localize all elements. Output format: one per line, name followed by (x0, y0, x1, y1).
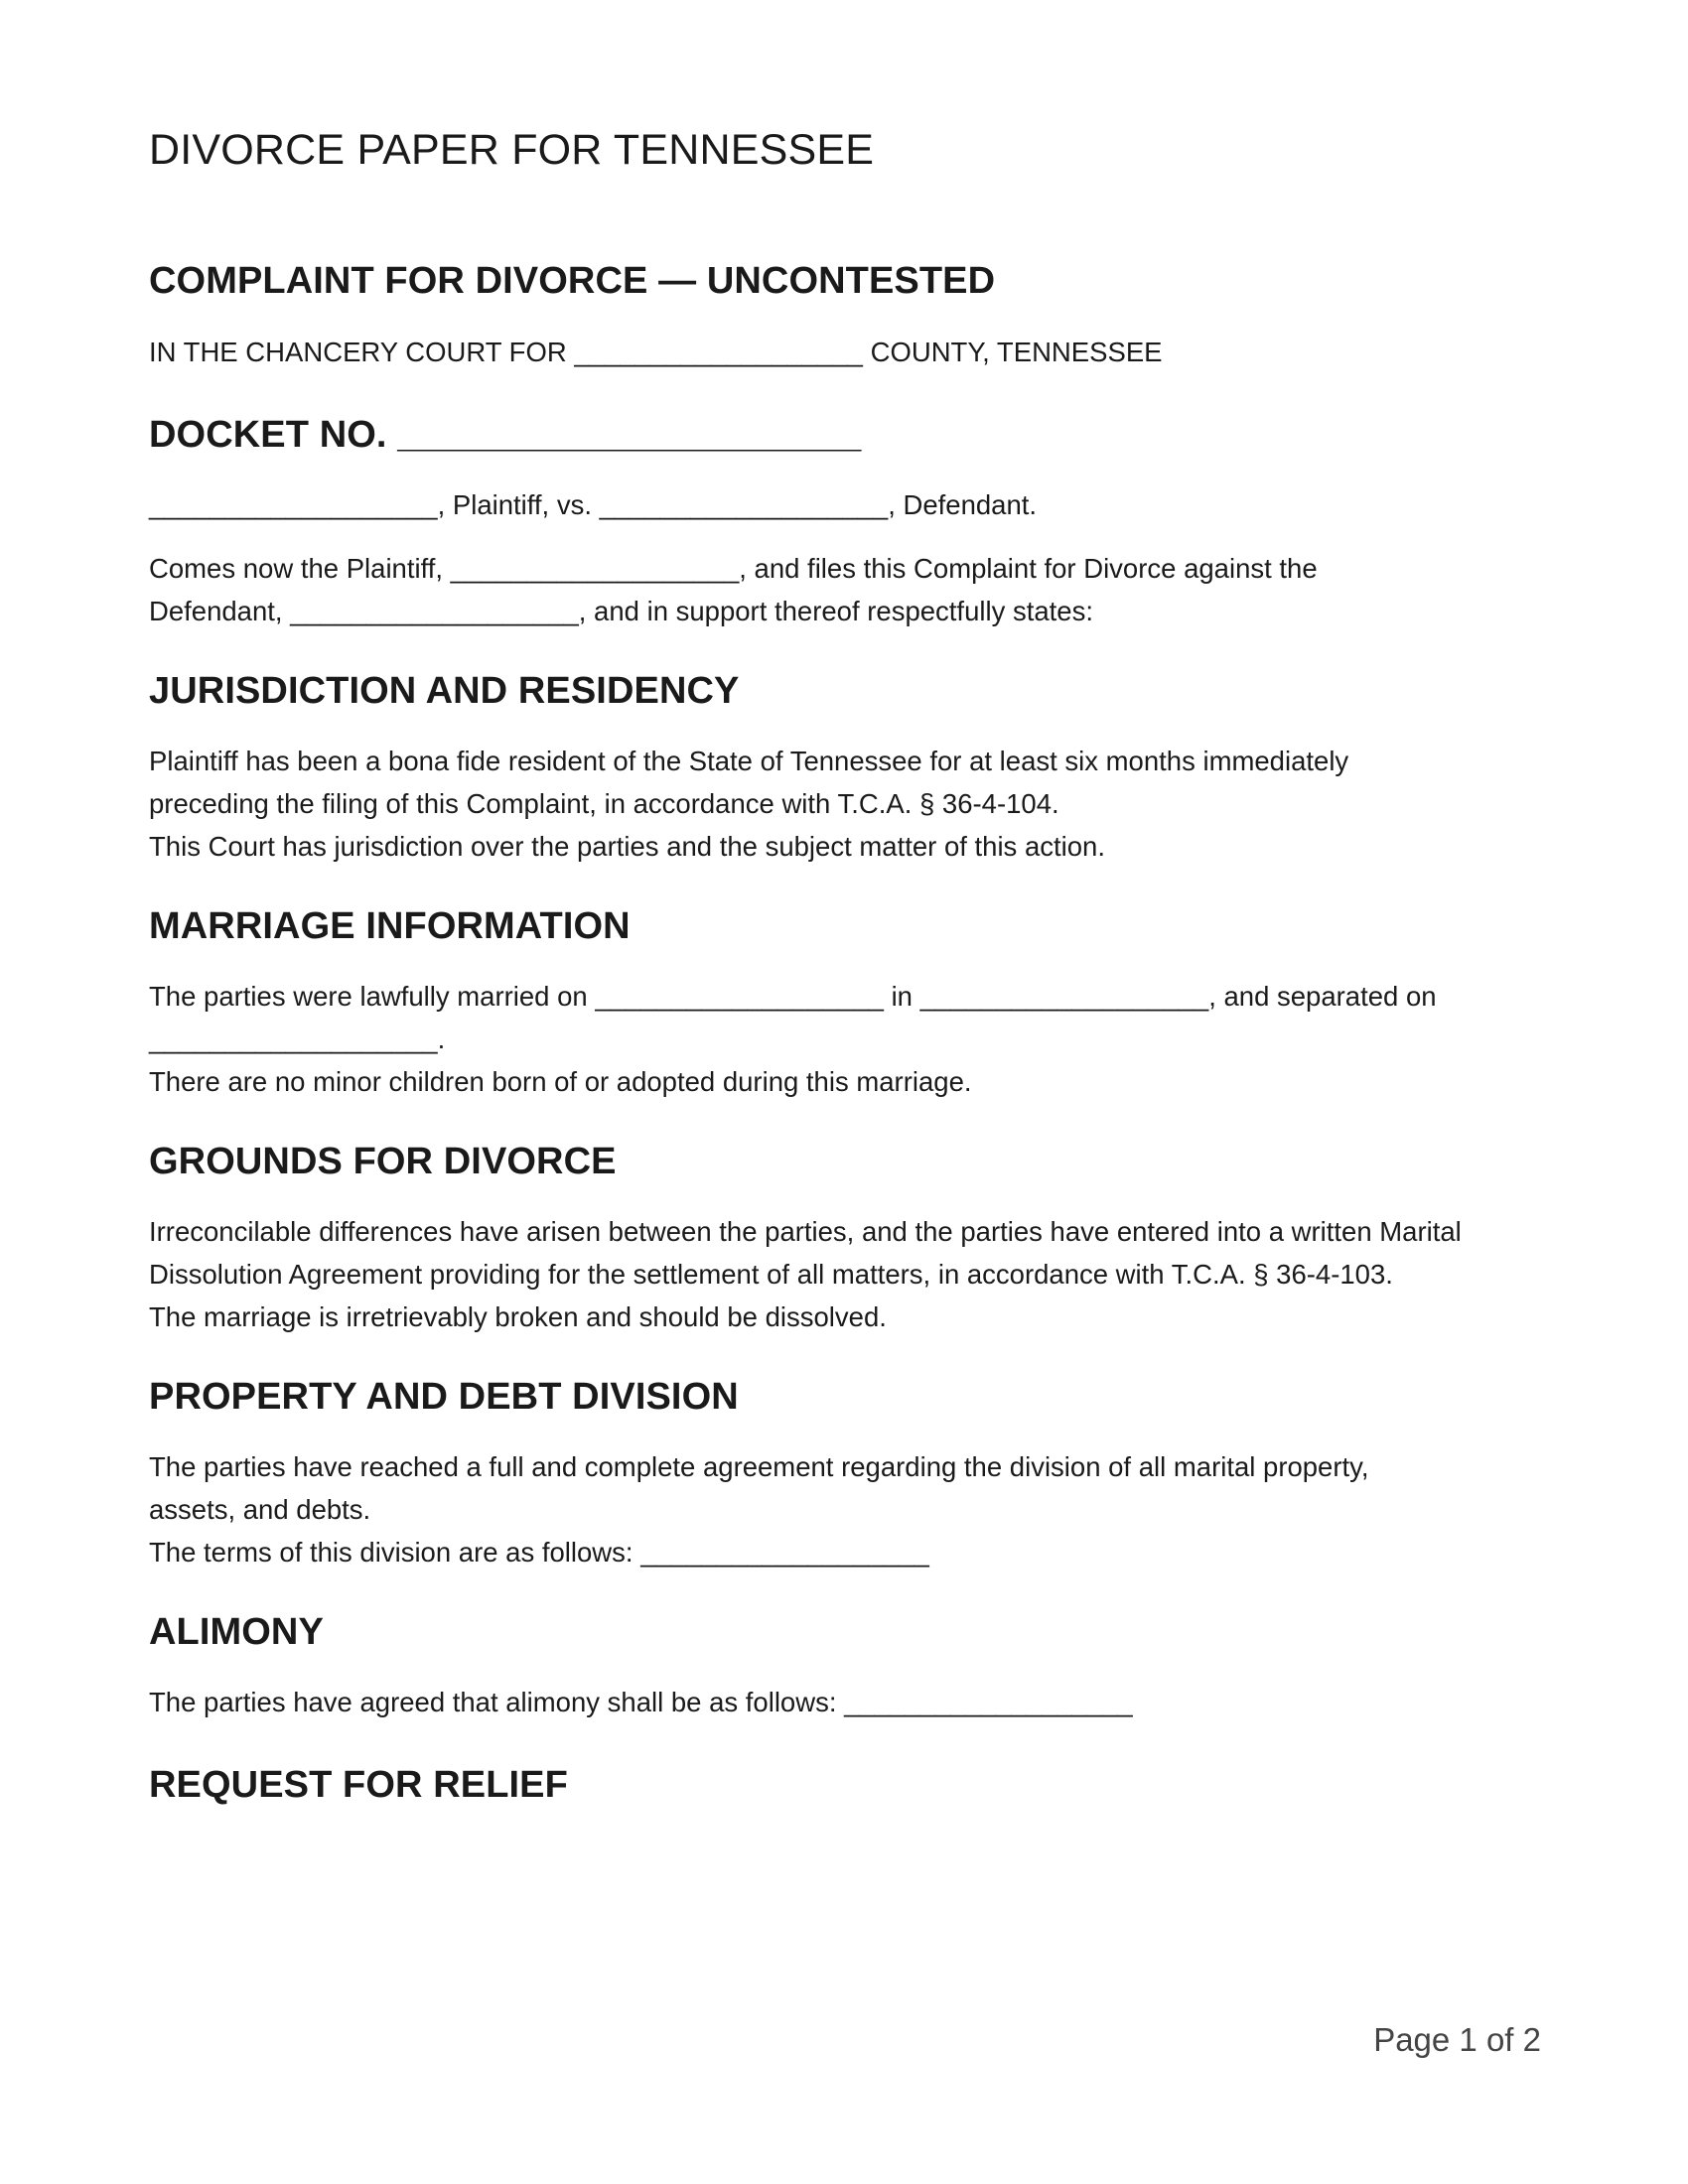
document-title: DIVORCE PAPER FOR TENNESSEE (149, 126, 875, 174)
court-line-text: IN THE CHANCERY COURT FOR ___________________ COUNTY, TENNESSEE (149, 337, 1163, 367)
jurisdiction-line-2: preceding the filing of this Complaint, in accordance with T.C.A. § 36-4-104. (149, 788, 1059, 819)
grounds-line-2: Dissolution Agreement providing for the settlement of all matters, in accordance with T.C.A. § 36-4-103. (149, 1259, 1393, 1290)
marriage-heading: MARRIAGE INFORMATION (149, 905, 631, 947)
docket-heading: DOCKET NO. ______________________ (149, 414, 862, 456)
property-line-2: assets, and debts. (149, 1494, 371, 1525)
jurisdiction-line-3: This Court has jurisdiction over the parties and the subject matter of this action. (149, 831, 1105, 862)
property-line-3: The terms of this division are as follows: ___________________ (149, 1537, 929, 1568)
marriage-line-3: There are no minor children born of or adopted during this marriage. (149, 1066, 972, 1097)
jurisdiction-paragraph (149, 740, 1549, 868)
court-line (149, 331, 1549, 373)
marriage-paragraph (149, 975, 1549, 1103)
intro-line-1: Comes now the Plaintiff, ___________________, and files this Complaint for Divorce against the (149, 553, 1318, 584)
alimony-heading: ALIMONY (149, 1611, 324, 1653)
parties-line (149, 483, 1549, 526)
complaint-heading: COMPLAINT FOR DIVORCE — UNCONTESTED (149, 260, 996, 302)
marriage-line-1: The parties were lawfully married on ___________________ in ___________________, and separated on (149, 981, 1437, 1012)
property-paragraph (149, 1445, 1549, 1573)
parties-line-text: ___________________, Plaintiff, vs. ___________________, Defendant. (149, 489, 1038, 520)
grounds-line-3: The marriage is irretrievably broken and should be dissolved. (149, 1301, 887, 1332)
grounds-paragraph (149, 1210, 1549, 1338)
property-heading: PROPERTY AND DEBT DIVISION (149, 1376, 739, 1418)
grounds-line-1: Irreconcilable differences have arisen between the parties, and the parties have entered into a written Marital (149, 1216, 1462, 1247)
property-line-1: The parties have reached a full and complete agreement regarding the division of all marital property, (149, 1451, 1369, 1482)
alimony-line-1: The parties have agreed that alimony shall be as follows: ___________________ (149, 1687, 1133, 1717)
page-number: Page 1 of 2 (1373, 2021, 1541, 2058)
intro-line-2: Defendant, ___________________, and in support thereof respectfully states: (149, 596, 1093, 626)
relief-heading: REQUEST FOR RELIEF (149, 1764, 568, 1806)
grounds-heading: GROUNDS FOR DIVORCE (149, 1141, 617, 1182)
alimony-paragraph (149, 1681, 1549, 1723)
jurisdiction-heading: JURISDICTION AND RESIDENCY (149, 670, 740, 712)
intro-paragraph (149, 547, 1549, 632)
jurisdiction-line-1: Plaintiff has been a bona fide resident of the State of Tennessee for at least six months immediately (149, 746, 1349, 776)
marriage-line-2: ___________________. (149, 1024, 446, 1054)
